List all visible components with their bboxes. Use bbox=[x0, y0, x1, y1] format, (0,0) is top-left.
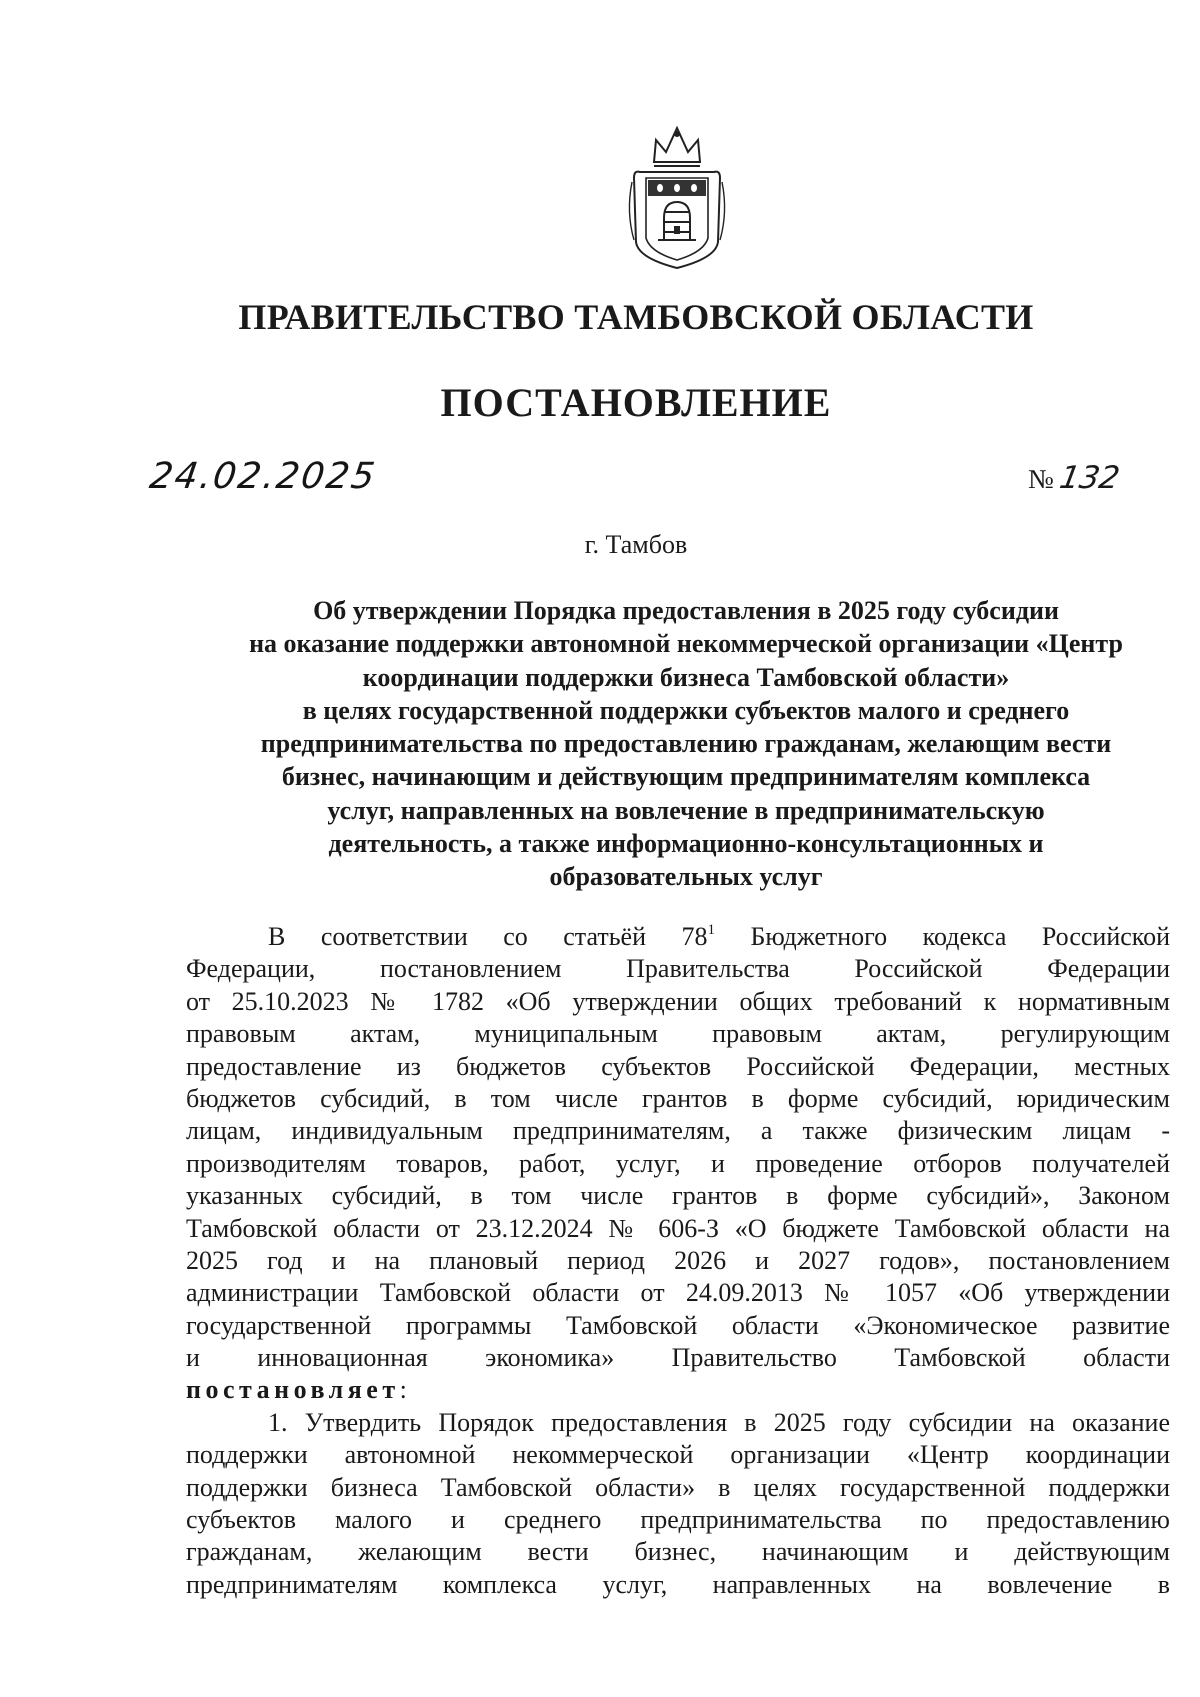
document-date-handwritten: 24.02.2025 bbox=[147, 456, 380, 497]
resolves-word: постановляет bbox=[186, 1375, 400, 1405]
document-body bbox=[186, 921, 1170, 1601]
city-label: г. Тамбов bbox=[584, 530, 688, 559]
organization-title: ПРАВИТЕЛЬСТВО ТАМБОВСКОЙ ОБЛАСТИ bbox=[238, 297, 1034, 337]
item-1-first-line: 1. Утвердить Порядок предоставления в 2025 году субсидии на оказание bbox=[268, 1407, 1170, 1437]
preamble-line: государственной программы Тамбовской области «Экономическое развитие bbox=[186, 1310, 1170, 1340]
tambov-coat-of-arms-icon bbox=[624, 122, 730, 272]
preamble-line: лицам, индивидуальным предпринимателям, а также физическим лицам - bbox=[186, 1116, 1170, 1146]
document-type: ПОСТАНОВЛЕНИЕ bbox=[440, 380, 832, 425]
preamble-line: и инновационная экономика» Правительство Тамбовской области bbox=[186, 1343, 1170, 1373]
article-superscript: 1 bbox=[707, 922, 715, 938]
number-label: № bbox=[1028, 464, 1054, 494]
preamble-text: Бюджетного кодекса Российской bbox=[714, 922, 1170, 951]
preamble-line: Тамбовской области от 23.12.2024 № 606-З «О бюджете Тамбовской области на bbox=[186, 1213, 1170, 1243]
preamble-line: Федерации, постановлением Правительства Российской Федерации bbox=[186, 954, 1170, 984]
resolves-colon: : bbox=[399, 1375, 407, 1405]
preamble-line: 2025 год и на плановый период 2026 и 2027 годов», постановлением bbox=[186, 1245, 1170, 1275]
subject-line: бизнес, начинающим и действующим предпринимателям комплекса bbox=[281, 762, 1091, 792]
item-1-line: поддержки бизнеса Тамбовской области» в целях государственной поддержки bbox=[186, 1472, 1170, 1502]
item-1-line: предпринимателям комплекса услуг, направленных на вовлечение в bbox=[186, 1569, 1170, 1599]
preamble-line: предоставление из бюджетов субъектов Российской Федерации, местных bbox=[186, 1051, 1170, 1081]
preamble-line: правовым актам, муниципальным правовым актам, регулирующим bbox=[186, 1019, 1170, 1049]
subject-line: координации поддержки бизнеса Тамбовской области» bbox=[362, 662, 1010, 692]
preamble-text: В соответствии со статьёй 78 bbox=[268, 922, 708, 951]
number-handwritten: 132 bbox=[1056, 460, 1123, 496]
preamble-line: бюджетов субсидий, в том числе грантов в форме субсидий, юридическим bbox=[186, 1083, 1170, 1113]
subject-line: услуг, направленных на вовлечение в предпринимательскую bbox=[327, 795, 1045, 825]
document-subject bbox=[186, 594, 1186, 894]
subject-line: предпринимательства по предоставлению гражданам, желающим вести bbox=[260, 729, 1112, 759]
preamble-line: производителям товаров, работ, услуг, и проведение отборов получателей bbox=[186, 1148, 1170, 1178]
document-number bbox=[1028, 460, 1123, 496]
preamble-first-line bbox=[186, 921, 1170, 953]
item-1-line: гражданам, желающим вести бизнес, начинающим и действующим bbox=[186, 1537, 1170, 1567]
item-1-line: поддержки автономной некоммерческой организации «Центр координации bbox=[186, 1440, 1170, 1470]
preamble-line: указанных субсидий, в том числе грантов в форме субсидий», Законом bbox=[186, 1181, 1170, 1211]
subject-line: Об утверждении Порядка предоставления в 2025 году субсидии bbox=[313, 596, 1059, 625]
subject-line: в целях государственной поддержки субъектов малого и среднего bbox=[302, 695, 1070, 725]
resolves-line bbox=[186, 1374, 1170, 1406]
preamble-line: администрации Тамбовской области от 24.09.2013 № 1057 «Об утверждении bbox=[186, 1278, 1170, 1308]
subject-line: деятельность, а также информационно-консультационных и bbox=[328, 829, 1044, 859]
preamble-line: от 25.10.2023 № 1782 «Об утверждении общих требований к нормативным bbox=[186, 986, 1170, 1016]
subject-line: образовательных услуг bbox=[549, 862, 823, 892]
subject-line: на оказание поддержки автономной некоммерческой организации «Центр bbox=[249, 629, 1123, 659]
item-1-line: субъектов малого и среднего предпринимательства по предоставлению bbox=[186, 1505, 1170, 1535]
